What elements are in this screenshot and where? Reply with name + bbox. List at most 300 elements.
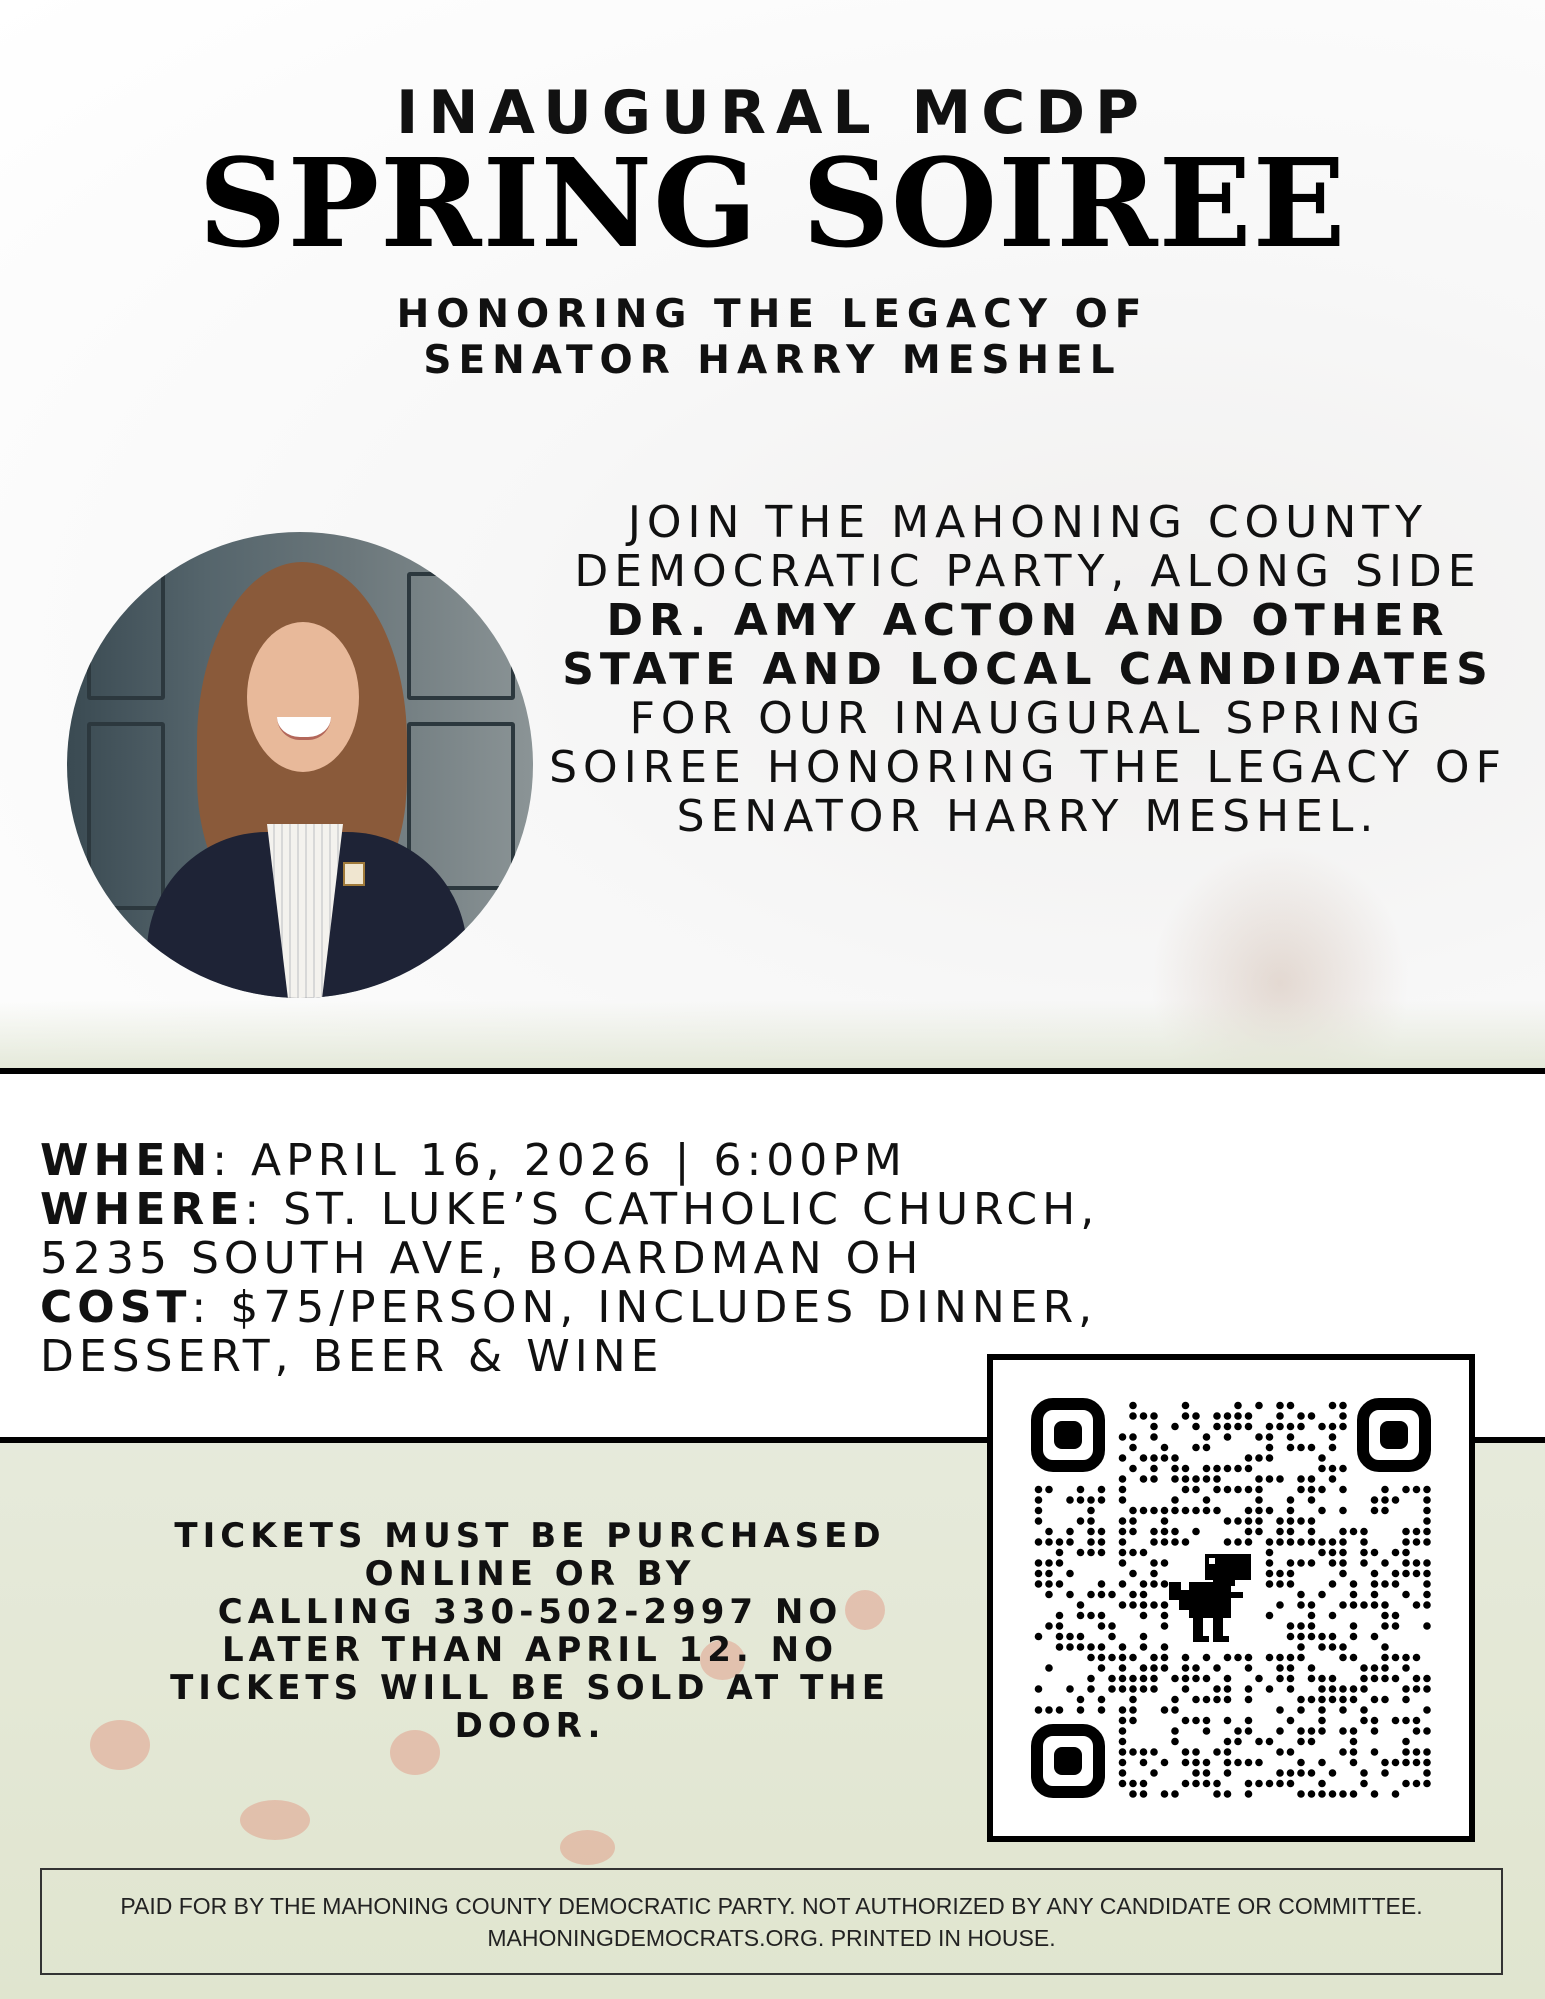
qr-module: [1297, 1706, 1305, 1714]
qr-code-icon: [1029, 1396, 1433, 1800]
intro-paragraph: [548, 498, 1508, 841]
qr-module: [1171, 1790, 1179, 1798]
door-panel: [87, 722, 165, 910]
qr-module: [1255, 1738, 1263, 1746]
qr-module: [1035, 1570, 1043, 1578]
qr-module: [1381, 1759, 1389, 1767]
qr-module: [1297, 1790, 1305, 1798]
qr-module: [1098, 1654, 1106, 1662]
qr-module: [1203, 1433, 1211, 1441]
qr-module: [1318, 1643, 1326, 1651]
qr-module: [1192, 1664, 1200, 1672]
qr-module: [1329, 1538, 1337, 1546]
qr-module: [1371, 1717, 1379, 1725]
qr-module: [1423, 1496, 1431, 1504]
qr-module: [1276, 1402, 1284, 1410]
ticket-notice-line: CALLING 330-502-2997 NO: [217, 1592, 843, 1632]
qr-module: [1119, 1769, 1127, 1777]
qr-module: [1087, 1517, 1095, 1525]
qr-module: [1192, 1748, 1200, 1756]
qr-module: [1308, 1528, 1316, 1536]
qr-module: [1203, 1780, 1211, 1788]
qr-module: [1056, 1622, 1064, 1630]
when-label: WHEN: [40, 1135, 213, 1186]
qr-module: [1056, 1612, 1064, 1620]
qr-module: [1423, 1622, 1431, 1630]
qr-module: [1381, 1769, 1389, 1777]
qr-module: [1161, 1507, 1169, 1515]
qr-module: [1119, 1748, 1127, 1756]
qr-module: [1087, 1654, 1095, 1662]
qr-module: [1140, 1507, 1148, 1515]
qr-module: [1413, 1727, 1421, 1735]
qr-module: [1140, 1633, 1148, 1641]
qr-module: [1381, 1654, 1389, 1662]
qr-module: [1161, 1790, 1169, 1798]
qr-module: [1413, 1748, 1421, 1756]
qr-module: [1371, 1549, 1379, 1557]
qr-module: [1266, 1507, 1274, 1515]
qr-module: [1108, 1675, 1116, 1683]
lapel-pin: [343, 862, 365, 886]
qr-module: [1308, 1664, 1316, 1672]
qr-module: [1234, 1654, 1242, 1662]
qr-module: [1276, 1538, 1284, 1546]
qr-module: [1276, 1769, 1284, 1777]
qr-module: [1276, 1664, 1284, 1672]
qr-module: [1402, 1748, 1410, 1756]
qr-module: [1423, 1486, 1431, 1494]
qr-module: [1318, 1486, 1326, 1494]
qr-module: [1035, 1517, 1043, 1525]
qr-module: [1161, 1664, 1169, 1672]
qr-module: [1119, 1601, 1127, 1609]
qr-module: [1371, 1601, 1379, 1609]
qr-module: [1339, 1423, 1347, 1431]
qr-module: [1339, 1685, 1347, 1693]
qr-module: [1381, 1664, 1389, 1672]
qr-module: [1203, 1759, 1211, 1767]
qr-module: [1318, 1706, 1326, 1714]
qr-module: [1182, 1748, 1190, 1756]
qr-module: [1287, 1559, 1295, 1567]
qr-module: [1276, 1654, 1284, 1662]
qr-module: [1192, 1475, 1200, 1483]
qr-module: [1318, 1727, 1326, 1735]
qr-module: [1381, 1675, 1389, 1683]
qr-module: [1423, 1769, 1431, 1777]
qr-module: [1224, 1738, 1232, 1746]
qr-module: [1150, 1664, 1158, 1672]
event-kicker: INAUGURAL MCDP: [395, 78, 1150, 148]
qr-module: [1381, 1580, 1389, 1588]
qr-module: [1171, 1528, 1179, 1536]
qr-module: [1308, 1738, 1316, 1746]
qr-module: [1350, 1528, 1358, 1536]
qr-module: [1287, 1769, 1295, 1777]
qr-module: [1108, 1622, 1116, 1630]
qr-module: [1161, 1654, 1169, 1662]
event-details: [40, 1136, 1240, 1381]
qr-module: [1161, 1612, 1169, 1620]
qr-module: [1213, 1696, 1221, 1704]
qr-module: [1423, 1759, 1431, 1767]
qr-module: [1255, 1528, 1263, 1536]
qr-module: [1308, 1675, 1316, 1683]
paid-for-disclaimer: [40, 1868, 1503, 1975]
qr-module: [1077, 1696, 1085, 1704]
qr-module: [1266, 1685, 1274, 1693]
qr-module: [1308, 1444, 1316, 1452]
qr-module: [1087, 1685, 1095, 1693]
qr-module: [1161, 1454, 1169, 1462]
qr-module: [1213, 1412, 1221, 1420]
qr-module: [1318, 1507, 1326, 1515]
qr-module: [1413, 1559, 1421, 1567]
qr-module: [1245, 1717, 1253, 1725]
qr-module: [1203, 1654, 1211, 1662]
qr-module: [1392, 1717, 1400, 1725]
qr-module: [1402, 1717, 1410, 1725]
qr-module: [1266, 1738, 1274, 1746]
qr-module: [1171, 1507, 1179, 1515]
portrait-face: [247, 622, 359, 772]
qr-module: [1213, 1748, 1221, 1756]
qr-module: [1308, 1622, 1316, 1630]
qr-module: [1150, 1465, 1158, 1473]
qr-module: [1339, 1549, 1347, 1557]
qr-module: [1129, 1654, 1137, 1662]
qr-module: [1066, 1570, 1074, 1578]
qr-module: [1287, 1664, 1295, 1672]
qr-module: [1171, 1423, 1179, 1431]
qr-module: [1350, 1580, 1358, 1588]
qr-module: [1224, 1465, 1232, 1473]
qr-module: [1087, 1675, 1095, 1683]
qr-module: [1224, 1423, 1232, 1431]
when-value: : APRIL 16, 2026 | 6:00PM: [212, 1135, 907, 1186]
qr-module: [1329, 1685, 1337, 1693]
qr-module: [1297, 1591, 1305, 1599]
qr-module: [1224, 1517, 1232, 1525]
qr-module: [1192, 1780, 1200, 1788]
qr-module: [1360, 1706, 1368, 1714]
qr-module: [1350, 1654, 1358, 1662]
qr-module: [1192, 1696, 1200, 1704]
qr-module: [1318, 1696, 1326, 1704]
where-row: [40, 1185, 1240, 1234]
intro-highlight: DR. AMY ACTON AND OTHER STATE AND LOCAL CANDIDATES: [562, 595, 1494, 695]
qr-module: [1098, 1580, 1106, 1588]
qr-module: [1308, 1496, 1316, 1504]
qr-module: [1192, 1759, 1200, 1767]
qr-module: [1129, 1706, 1137, 1714]
qr-module: [1423, 1591, 1431, 1599]
qr-module: [1423, 1528, 1431, 1536]
qr-module: [1129, 1780, 1137, 1788]
qr-module: [1245, 1507, 1253, 1515]
qr-module: [1066, 1496, 1074, 1504]
qr-module: [1423, 1601, 1431, 1609]
qr-module: [1329, 1769, 1337, 1777]
qr-module: [1371, 1580, 1379, 1588]
qr-module: [1318, 1717, 1326, 1725]
qr-module: [1150, 1675, 1158, 1683]
qr-module: [1423, 1706, 1431, 1714]
qr-module: [1381, 1622, 1389, 1630]
qr-module: [1161, 1559, 1169, 1567]
qr-module: [1297, 1559, 1305, 1567]
qr-module: [1150, 1601, 1158, 1609]
qr-module: [1360, 1675, 1368, 1683]
qr-module: [1255, 1433, 1263, 1441]
qr-module: [1129, 1601, 1137, 1609]
intro-text: JOIN THE MAHONING COUNTY DEMOCRATIC PARTY, ALONG SIDE: [574, 497, 1482, 597]
qr-module: [1150, 1559, 1158, 1567]
qr-module: [1192, 1486, 1200, 1494]
qr-module: [1413, 1675, 1421, 1683]
qr-module: [1339, 1507, 1347, 1515]
qr-module: [1297, 1538, 1305, 1546]
qr-module: [1329, 1433, 1337, 1441]
qr-module: [1287, 1748, 1295, 1756]
qr-module: [1413, 1685, 1421, 1693]
qr-module: [1140, 1580, 1148, 1588]
qr-module: [1098, 1612, 1106, 1620]
qr-module: [1234, 1465, 1242, 1473]
qr-module: [1129, 1517, 1137, 1525]
ticket-notice-line: ONLINE OR BY: [364, 1554, 696, 1594]
qr-module: [1066, 1685, 1074, 1693]
qr-code[interactable]: [987, 1354, 1475, 1842]
disclaimer-text: PAID FOR BY THE MAHONING COUNTY DEMOCRATIC PARTY. NOT AUTHORIZED BY ANY CANDIDATE OR COMMITTEE. MAHONINGDEMOCRATS.ORG. PRINTED IN HOUSE.: [120, 1892, 1423, 1951]
qr-module: [1224, 1675, 1232, 1683]
qr-module: [1087, 1528, 1095, 1536]
qr-module: [1339, 1748, 1347, 1756]
qr-module: [1371, 1748, 1379, 1756]
qr-module: [1087, 1538, 1095, 1546]
qr-module: [1203, 1496, 1211, 1504]
qr-module: [1129, 1696, 1137, 1704]
qr-module: [1297, 1633, 1305, 1641]
qr-module: [1192, 1507, 1200, 1515]
qr-module: [1234, 1759, 1242, 1767]
qr-module: [1119, 1517, 1127, 1525]
qr-module: [1287, 1717, 1295, 1725]
qr-module: [1150, 1769, 1158, 1777]
qr-module: [1392, 1654, 1400, 1662]
qr-module: [1423, 1780, 1431, 1788]
qr-module: [1402, 1559, 1410, 1567]
qr-module: [1129, 1412, 1137, 1420]
qr-module: [1245, 1654, 1253, 1662]
qr-module: [1287, 1654, 1295, 1662]
qr-module: [1182, 1675, 1190, 1683]
qr-module: [1297, 1759, 1305, 1767]
qr-module: [1087, 1612, 1095, 1620]
qr-module: [1077, 1496, 1085, 1504]
qr-module: [1287, 1517, 1295, 1525]
qr-module: [1392, 1790, 1400, 1798]
qr-module: [1224, 1654, 1232, 1662]
qr-module: [1287, 1580, 1295, 1588]
qr-module: [1350, 1759, 1358, 1767]
qr-module: [1119, 1528, 1127, 1536]
qr-module: [1150, 1454, 1158, 1462]
qr-module: [1119, 1717, 1127, 1725]
qr-module: [1171, 1738, 1179, 1746]
qr-module: [1098, 1486, 1106, 1494]
qr-module: [1171, 1727, 1179, 1735]
qr-module: [1182, 1486, 1190, 1494]
qr-module: [1381, 1643, 1389, 1651]
qr-module: [1161, 1706, 1169, 1714]
qr-module: [1402, 1780, 1410, 1788]
qr-module: [1392, 1622, 1400, 1630]
qr-module: [1035, 1538, 1043, 1546]
qr-module: [1339, 1486, 1347, 1494]
qr-module: [1287, 1780, 1295, 1788]
qr-module: [1276, 1780, 1284, 1788]
qr-module: [1297, 1727, 1305, 1735]
qr-module: [1213, 1685, 1221, 1693]
qr-module: [1140, 1412, 1148, 1420]
poppy-decoration: [240, 1800, 310, 1840]
qr-module: [1339, 1528, 1347, 1536]
qr-module: [1255, 1759, 1263, 1767]
qr-module: [1318, 1759, 1326, 1767]
qr-module: [1213, 1423, 1221, 1431]
qr-module: [1213, 1475, 1221, 1483]
qr-module: [1140, 1685, 1148, 1693]
qr-module: [1276, 1601, 1284, 1609]
qr-module: [1192, 1675, 1200, 1683]
qr-module: [1255, 1475, 1263, 1483]
qr-module: [1329, 1549, 1337, 1557]
qr-module: [1161, 1580, 1169, 1588]
qr-module: [1150, 1528, 1158, 1536]
qr-module: [1108, 1591, 1116, 1599]
qr-module: [1161, 1538, 1169, 1546]
qr-module: [1171, 1706, 1179, 1714]
intro-text: FOR OUR INAUGURAL SPRING SOIREE HONORING THE LEGACY OF SENATOR HARRY MESHEL.: [549, 693, 1507, 842]
qr-module: [1266, 1538, 1274, 1546]
qr-module: [1402, 1759, 1410, 1767]
qr-module: [1035, 1486, 1043, 1494]
qr-module: [1171, 1475, 1179, 1483]
qr-module: [1371, 1570, 1379, 1578]
qr-module: [1266, 1444, 1274, 1452]
qr-module: [1140, 1664, 1148, 1672]
qr-module: [1056, 1706, 1064, 1714]
qr-module: [1308, 1517, 1316, 1525]
qr-module: [1371, 1664, 1379, 1672]
qr-module: [1266, 1780, 1274, 1788]
qr-module: [1402, 1664, 1410, 1672]
qr-module: [1234, 1412, 1242, 1420]
qr-module: [1297, 1601, 1305, 1609]
qr-module: [1297, 1654, 1305, 1662]
qr-module: [1276, 1748, 1284, 1756]
qr-module: [1171, 1675, 1179, 1683]
qr-module: [1350, 1633, 1358, 1641]
field-strip-background: [0, 1000, 1545, 1068]
ticket-notice-line: DOOR.: [454, 1706, 606, 1746]
poppy-decoration: [560, 1830, 615, 1865]
qr-module: [1245, 1517, 1253, 1525]
qr-module: [1402, 1549, 1410, 1557]
qr-module: [1213, 1780, 1221, 1788]
qr-module: [1360, 1664, 1368, 1672]
qr-module: [1119, 1727, 1127, 1735]
qr-module: [1213, 1486, 1221, 1494]
qr-module: [1224, 1759, 1232, 1767]
qr-module: [1224, 1696, 1232, 1704]
ticket-notice-line: LATER THAN APRIL 12. NO: [221, 1630, 839, 1670]
qr-module: [1224, 1717, 1232, 1725]
qr-module: [1182, 1759, 1190, 1767]
qr-module: [1402, 1685, 1410, 1693]
qr-module: [1371, 1727, 1379, 1735]
qr-module: [1203, 1475, 1211, 1483]
qr-module: [1297, 1517, 1305, 1525]
door-panel: [87, 572, 165, 700]
qr-module: [1318, 1549, 1326, 1557]
qr-module: [1098, 1538, 1106, 1546]
qr-module: [1245, 1685, 1253, 1693]
qr-module: [1350, 1748, 1358, 1756]
qr-module: [1392, 1580, 1400, 1588]
qr-module: [1318, 1538, 1326, 1546]
qr-module: [1329, 1444, 1337, 1452]
qr-module: [1045, 1664, 1053, 1672]
qr-module: [1161, 1759, 1169, 1767]
qr-module: [1381, 1601, 1389, 1609]
qr-module: [1297, 1444, 1305, 1452]
qr-module: [1182, 1507, 1190, 1515]
qr-module: [1413, 1780, 1421, 1788]
guest-portrait: [67, 532, 533, 998]
qr-module: [1066, 1591, 1074, 1599]
qr-module: [1129, 1433, 1137, 1441]
qr-module: [1245, 1790, 1253, 1798]
qr-module: [1129, 1717, 1137, 1725]
qr-module: [1318, 1454, 1326, 1462]
qr-module: [1056, 1549, 1064, 1557]
qr-module: [1129, 1570, 1137, 1578]
qr-module: [1308, 1412, 1316, 1420]
qr-module: [1234, 1517, 1242, 1525]
qr-module: [1161, 1517, 1169, 1525]
qr-module: [1276, 1423, 1284, 1431]
qr-module: [1287, 1622, 1295, 1630]
qr-module: [1381, 1496, 1389, 1504]
qr-module: [1234, 1402, 1242, 1410]
qr-module: [1182, 1780, 1190, 1788]
qr-module: [1119, 1433, 1127, 1441]
qr-module: [1339, 1601, 1347, 1609]
qr-module: [1339, 1654, 1347, 1662]
qr-module: [1318, 1423, 1326, 1431]
qr-module: [1360, 1559, 1368, 1567]
qr-module: [1192, 1423, 1200, 1431]
qr-module: [1245, 1454, 1253, 1462]
qr-module: [1224, 1790, 1232, 1798]
qr-module: [1140, 1675, 1148, 1683]
qr-module: [1308, 1790, 1316, 1798]
qr-module: [1381, 1559, 1389, 1567]
qr-module: [1192, 1528, 1200, 1536]
